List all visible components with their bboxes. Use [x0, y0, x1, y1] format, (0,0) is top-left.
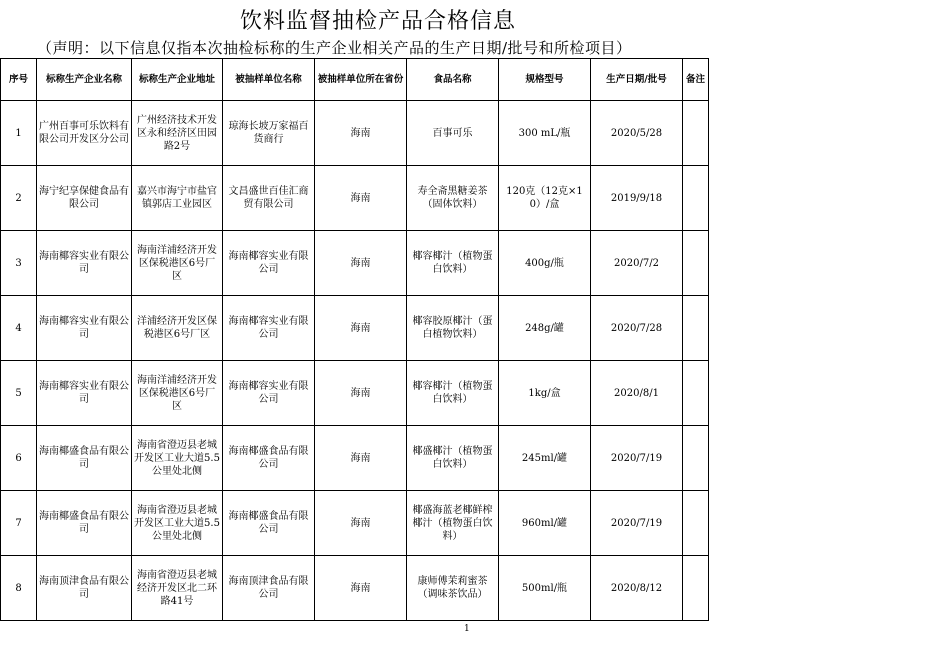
table-row: [1, 426, 709, 491]
cell-maker: 海南椰容实业有限公司: [37, 361, 132, 426]
cell-index: 4: [1, 296, 37, 361]
cell-food: 椰盛椰汁（植物蛋白饮料）: [407, 426, 499, 491]
cell-date: 2020/7/28: [591, 296, 683, 361]
page-number: 1: [464, 624, 470, 634]
cell-index: 2: [1, 166, 37, 231]
cell-note: [683, 166, 709, 231]
cell-note: [683, 361, 709, 426]
cell-address: 海南洋浦经济开发区保税港区6号厂区: [132, 361, 223, 426]
cell-maker: 海宁纪享保健食品有限公司: [37, 166, 132, 231]
header-province: 被抽样单位所在省份: [315, 59, 407, 101]
cell-province: 海南: [315, 101, 407, 166]
cell-food: 寿全斋黑糖姜茶（固体饮料）: [407, 166, 499, 231]
cell-date: 2020/8/12: [591, 556, 683, 621]
header-spec: 规格型号: [499, 59, 591, 101]
cell-sampled-unit: 海南顶津食品有限公司: [223, 556, 315, 621]
table-row: [1, 231, 709, 296]
cell-maker: 海南椰容实业有限公司: [37, 231, 132, 296]
cell-spec: 1kg/盒: [499, 361, 591, 426]
cell-index: 6: [1, 426, 37, 491]
cell-address: 嘉兴市海宁市盐官镇郭店工业园区: [132, 166, 223, 231]
cell-note: [683, 231, 709, 296]
cell-province: 海南: [315, 296, 407, 361]
table-row: [1, 361, 709, 426]
header-maker: 标称生产企业名称: [37, 59, 132, 101]
cell-date: 2020/8/1: [591, 361, 683, 426]
cell-province: 海南: [315, 231, 407, 296]
cell-province: 海南: [315, 491, 407, 556]
cell-province: 海南: [315, 426, 407, 491]
cell-date: 2020/7/2: [591, 231, 683, 296]
cell-address: 洋浦经济开发区保税港区6号厂区: [132, 296, 223, 361]
cell-spec: 500ml/瓶: [499, 556, 591, 621]
cell-index: 7: [1, 491, 37, 556]
cell-spec: 120克（12克×10）/盒: [499, 166, 591, 231]
cell-food: 椰容椰汁（植物蛋白饮料）: [407, 231, 499, 296]
cell-sampled-unit: 文昌盛世百佳汇商贸有限公司: [223, 166, 315, 231]
cell-address: 海南省澄迈县老城经济开发区北二环路41号: [132, 556, 223, 621]
cell-address: 海南洋浦经济开发区保税港区6号厂区: [132, 231, 223, 296]
cell-maker: 海南椰盛食品有限公司: [37, 426, 132, 491]
cell-sampled-unit: 海南椰容实业有限公司: [223, 231, 315, 296]
header-food: 食品名称: [407, 59, 499, 101]
disclaimer: （声明：以下信息仅指本次抽检标称的生产企业相关产品的生产日期/批号和所检项目）: [37, 39, 632, 57]
cell-spec: 300 mL/瓶: [499, 101, 591, 166]
table-row: [1, 556, 709, 621]
cell-date: 2020/7/19: [591, 491, 683, 556]
cell-maker: 海南椰盛食品有限公司: [37, 491, 132, 556]
cell-date: 2019/9/18: [591, 166, 683, 231]
cell-index: 3: [1, 231, 37, 296]
cell-province: 海南: [315, 166, 407, 231]
cell-address: 广州经济技术开发区永和经济区田园路2号: [132, 101, 223, 166]
cell-note: [683, 556, 709, 621]
table-row: [1, 166, 709, 231]
cell-food: 椰容椰汁（植物蛋白饮料）: [407, 361, 499, 426]
cell-food: 康师傅茉莉蜜茶（调味茶饮品）: [407, 556, 499, 621]
cell-note: [683, 491, 709, 556]
table-row: [1, 101, 709, 166]
cell-food: 椰容胶原椰汁（蛋白植物饮料）: [407, 296, 499, 361]
header-row: [1, 59, 709, 101]
cell-note: [683, 101, 709, 166]
page-title: 饮料监督抽检产品合格信息: [239, 9, 516, 34]
table-row: [1, 491, 709, 556]
cell-note: [683, 426, 709, 491]
cell-maker: 海南椰容实业有限公司: [37, 296, 132, 361]
table-row: [1, 296, 709, 361]
header-address: 标称生产企业地址: [132, 59, 223, 101]
cell-sampled-unit: 海南椰容实业有限公司: [223, 361, 315, 426]
cell-spec: 248g/罐: [499, 296, 591, 361]
cell-sampled-unit: 海南椰盛食品有限公司: [223, 491, 315, 556]
cell-spec: 400g/瓶: [499, 231, 591, 296]
cell-note: [683, 296, 709, 361]
cell-sampled-unit: 海南椰盛食品有限公司: [223, 426, 315, 491]
cell-maker: 海南顶津食品有限公司: [37, 556, 132, 621]
cell-food: 椰盛海蓝老椰鲜榨椰汁（植物蛋白饮料）: [407, 491, 499, 556]
header-index: 序号: [1, 59, 37, 101]
cell-province: 海南: [315, 556, 407, 621]
cell-food: 百事可乐: [407, 101, 499, 166]
cell-index: 1: [1, 101, 37, 166]
cell-sampled-unit: 琼海长坡万家福百货商行: [223, 101, 315, 166]
cell-date: 2020/7/19: [591, 426, 683, 491]
cell-address: 海南省澄迈县老城开发区工业大道5.5公里处北侧: [132, 491, 223, 556]
cell-index: 5: [1, 361, 37, 426]
cell-address: 海南省澄迈县老城开发区工业大道5.5公里处北侧: [132, 426, 223, 491]
cell-index: 8: [1, 556, 37, 621]
cell-spec: 245ml/罐: [499, 426, 591, 491]
header-note: 备注: [683, 59, 709, 101]
header-date: 生产日期/批号: [591, 59, 683, 101]
inspection-table: [0, 58, 709, 621]
header-sampled-unit: 被抽样单位名称: [223, 59, 315, 101]
cell-spec: 960ml/罐: [499, 491, 591, 556]
cell-province: 海南: [315, 361, 407, 426]
cell-sampled-unit: 海南椰容实业有限公司: [223, 296, 315, 361]
cell-maker: 广州百事可乐饮料有限公司开发区分公司: [37, 101, 132, 166]
cell-date: 2020/5/28: [591, 101, 683, 166]
